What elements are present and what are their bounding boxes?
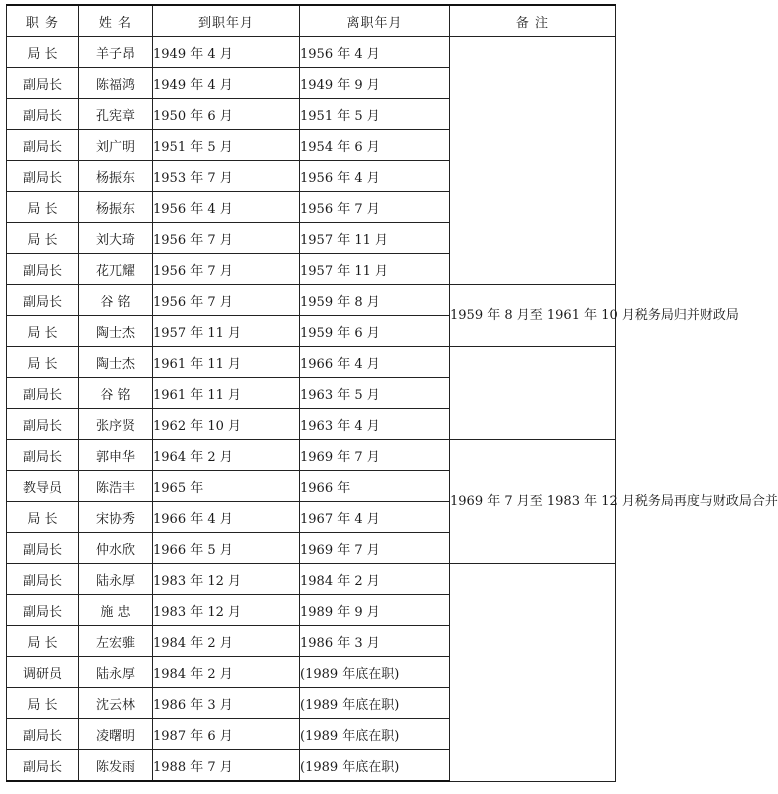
cell-position: 局 长 (7, 626, 79, 657)
cell-start-date: 1987 年 6 月 (153, 719, 300, 750)
cell-position: 副局长 (7, 533, 79, 564)
cell-start-date: 1953 年 7 月 (153, 161, 300, 192)
cell-start-date: 1956 年 4 月 (153, 192, 300, 223)
cell-start-date: 1984 年 2 月 (153, 626, 300, 657)
cell-end-date: 1954 年 6 月 (300, 130, 450, 161)
cell-end-date: 1963 年 4 月 (300, 409, 450, 440)
cell-position: 副局长 (7, 68, 79, 99)
cell-position: 局 长 (7, 688, 79, 719)
cell-end-date: 1951 年 5 月 (300, 99, 450, 130)
cell-name: 孔宪章 (79, 99, 153, 130)
cell-position: 副局长 (7, 285, 79, 316)
table-header-row (7, 5, 616, 37)
table-row (7, 37, 616, 68)
cell-start-date: 1964 年 2 月 (153, 440, 300, 471)
cell-name: 杨振东 (79, 161, 153, 192)
cell-start-date: 1988 年 7 月 (153, 750, 300, 782)
cell-position: 局 长 (7, 316, 79, 347)
cell-position: 局 长 (7, 192, 79, 223)
cell-end-date: 1956 年 4 月 (300, 161, 450, 192)
cell-end-date: 1956 年 7 月 (300, 192, 450, 223)
cell-start-date: 1962 年 10 月 (153, 409, 300, 440)
cell-end-date: 1989 年 9 月 (300, 595, 450, 626)
cell-start-date: 1956 年 7 月 (153, 254, 300, 285)
cell-name: 宋协秀 (79, 502, 153, 533)
cell-start-date: 1986 年 3 月 (153, 688, 300, 719)
cell-note (450, 440, 778, 564)
cell-name: 陈浩丰 (79, 471, 153, 502)
cell-end-date: 1969 年 7 月 (300, 533, 450, 564)
cell-name: 张序贤 (79, 409, 153, 440)
cell-start-date: 1949 年 4 月 (153, 37, 300, 68)
cell-end-date: 1957 年 11 月 (300, 223, 450, 254)
cell-position: 调研员 (7, 657, 79, 688)
cell-name: 谷 铭 (79, 285, 153, 316)
cell-name: 陈发雨 (79, 750, 153, 782)
cell-note (450, 564, 616, 782)
cell-position: 副局长 (7, 750, 79, 782)
officials-table (6, 4, 778, 782)
cell-position: 局 长 (7, 502, 79, 533)
cell-name: 施 忠 (79, 595, 153, 626)
cell-start-date: 1956 年 7 月 (153, 223, 300, 254)
cell-start-date: 1961 年 11 月 (153, 347, 300, 378)
cell-end-date: 1986 年 3 月 (300, 626, 450, 657)
table-row (7, 285, 616, 316)
note-text: 1969 年 7 月至 1983 年 12 月税务局再度与财政局合并 (450, 493, 778, 509)
cell-start-date: 1965 年 (153, 471, 300, 502)
cell-end-date: 1957 年 11 月 (300, 254, 450, 285)
table-body (7, 37, 778, 782)
cell-name: 沈云林 (79, 688, 153, 719)
cell-position: 副局长 (7, 564, 79, 595)
table-row (7, 440, 616, 471)
table-row (7, 347, 616, 378)
cell-position: 副局长 (7, 161, 79, 192)
cell-name: 陶士杰 (79, 316, 153, 347)
cell-name: 陆永厚 (79, 657, 153, 688)
cell-end-date: 1959 年 6 月 (300, 316, 450, 347)
cell-end-date: (1989 年底在职) (300, 719, 450, 750)
cell-name: 羊子昂 (79, 37, 153, 68)
cell-position: 局 长 (7, 37, 79, 68)
cell-name: 左宏骓 (79, 626, 153, 657)
header-name: 姓 名 (79, 5, 153, 37)
cell-start-date: 1966 年 5 月 (153, 533, 300, 564)
cell-position: 局 长 (7, 347, 79, 378)
cell-name: 郭申华 (79, 440, 153, 471)
cell-position: 副局长 (7, 254, 79, 285)
cell-start-date: 1983 年 12 月 (153, 595, 300, 626)
cell-start-date: 1983 年 12 月 (153, 564, 300, 595)
cell-name: 刘大琦 (79, 223, 153, 254)
cell-name: 凌曙明 (79, 719, 153, 750)
header-start-date: 到职年月 (153, 5, 300, 37)
cell-end-date: (1989 年底在职) (300, 688, 450, 719)
cell-start-date: 1950 年 6 月 (153, 99, 300, 130)
note-text: 1959 年 8 月至 1961 年 10 月税务局归并财政局 (450, 307, 739, 323)
cell-position: 副局长 (7, 99, 79, 130)
cell-end-date: (1989 年底在职) (300, 750, 450, 782)
cell-start-date: 1956 年 7 月 (153, 285, 300, 316)
cell-note (450, 37, 616, 285)
header-position: 职 务 (7, 5, 79, 37)
cell-end-date: 1959 年 8 月 (300, 285, 450, 316)
cell-position: 副局长 (7, 409, 79, 440)
cell-position: 副局长 (7, 130, 79, 161)
cell-end-date: 1984 年 2 月 (300, 564, 450, 595)
cell-end-date: 1949 年 9 月 (300, 68, 450, 99)
cell-position: 副局长 (7, 440, 79, 471)
cell-name: 陶士杰 (79, 347, 153, 378)
cell-end-date: (1989 年底在职) (300, 657, 450, 688)
cell-start-date: 1949 年 4 月 (153, 68, 300, 99)
cell-end-date: 1966 年 (300, 471, 450, 502)
cell-name: 花兀耀 (79, 254, 153, 285)
cell-end-date: 1963 年 5 月 (300, 378, 450, 409)
cell-name: 陆永厚 (79, 564, 153, 595)
cell-position: 局 长 (7, 223, 79, 254)
cell-start-date: 1984 年 2 月 (153, 657, 300, 688)
cell-end-date: 1967 年 4 月 (300, 502, 450, 533)
cell-name: 刘广明 (79, 130, 153, 161)
table-row (7, 564, 616, 595)
cell-name: 杨振东 (79, 192, 153, 223)
header-note: 备 注 (450, 5, 616, 37)
cell-end-date: 1969 年 7 月 (300, 440, 450, 471)
header-end-date: 离职年月 (300, 5, 450, 37)
cell-position: 教导员 (7, 471, 79, 502)
cell-note (450, 347, 616, 440)
cell-position: 副局长 (7, 378, 79, 409)
cell-start-date: 1961 年 11 月 (153, 378, 300, 409)
cell-position: 副局长 (7, 595, 79, 626)
cell-name: 仲水欣 (79, 533, 153, 564)
cell-name: 陈福鸿 (79, 68, 153, 99)
cell-start-date: 1957 年 11 月 (153, 316, 300, 347)
cell-start-date: 1966 年 4 月 (153, 502, 300, 533)
cell-end-date: 1956 年 4 月 (300, 37, 450, 68)
cell-name: 谷 铭 (79, 378, 153, 409)
cell-end-date: 1966 年 4 月 (300, 347, 450, 378)
cell-start-date: 1951 年 5 月 (153, 130, 300, 161)
cell-note (450, 285, 739, 347)
cell-position: 副局长 (7, 719, 79, 750)
